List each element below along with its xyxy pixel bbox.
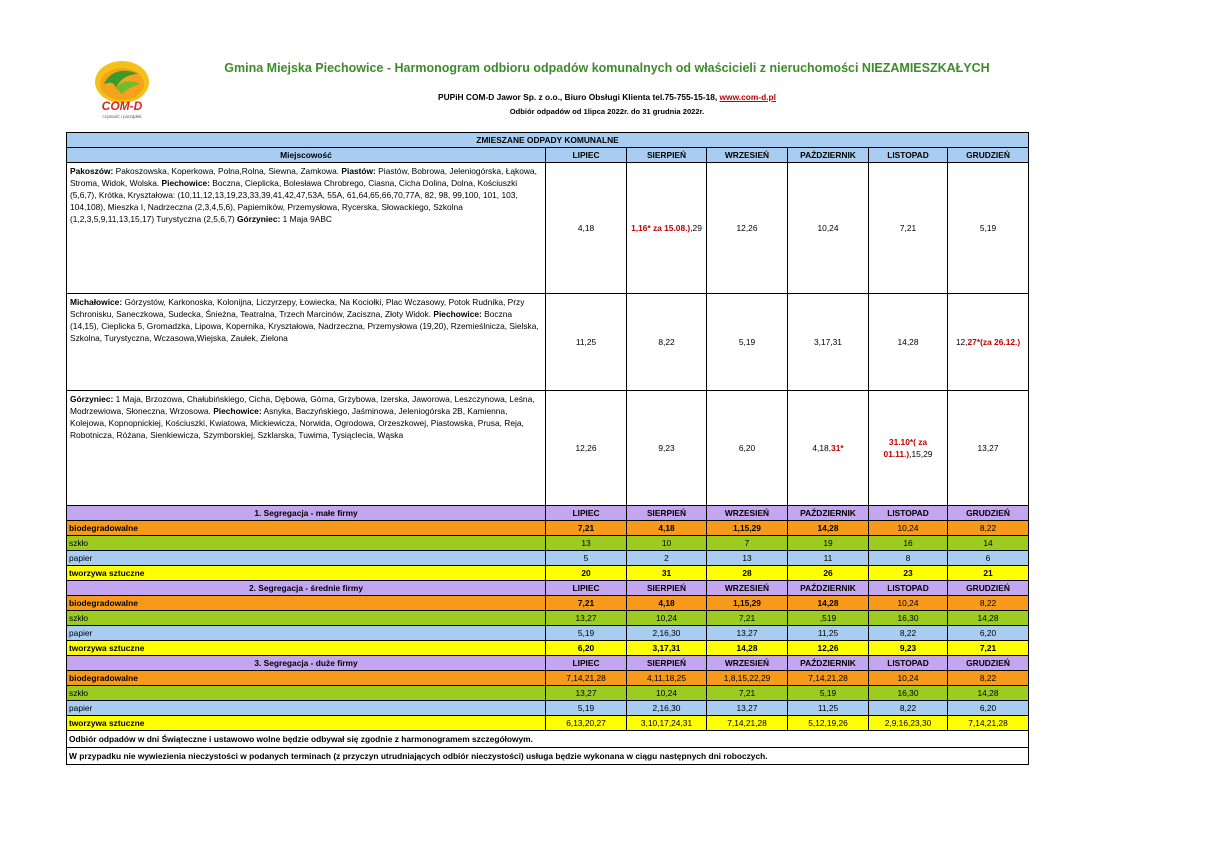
waste-type-label: biodegradowalne [67,596,546,611]
pickup-dates: 14,28 [788,521,869,536]
segregation-title: 1. Segregacja - małe firmy [67,506,546,521]
date-value: 8,22 [658,337,675,347]
location-list [67,163,546,294]
pickup-dates: 2 [627,551,707,566]
date-change-note: 31* [831,443,844,453]
pickup-dates: 7,14,21,28 [948,716,1029,731]
month-header: SIERPIEŃ [627,506,707,521]
locality-name: Górzyniec: [236,214,281,224]
date-value: 11,25 [575,337,597,347]
locality-name: Pakoszów: [70,166,114,176]
waste-type-label: tworzywa sztuczne [67,566,546,581]
document-title: Gmina Miejska Piechowice - Harmonogram odbioru odpadów komunalnych od właścicieli z nieruchomości NIEZAMIESZKAŁYCH [224,61,990,75]
pickup-dates: 7,21 [707,686,788,701]
mixed-waste-row [67,163,1029,294]
pickup-dates: 3,10,17,24,31 [627,716,707,731]
street-list: Górzystów, Karkonoska, Kolonijna, Liczyrzepy, Łowiecka, Na Kociołki, Plac Wczasowy, Potok Rudnika, Przy Schronisku, Saneczkowa, Sudecka, Śnieżna, Teatralna, Trzech Marcinów, Zaciszna, Złoty Widok. [70,297,525,319]
date-value: 3,17,31 [814,337,842,347]
date-value: 4,18, [812,443,832,453]
pickup-dates: 14,28 [948,611,1029,626]
pickup-dates: 7,21 [948,641,1029,656]
segregation-row [67,551,1029,566]
segregation-row [67,521,1029,536]
date-change-note: 1,16* za 15.08.) [631,223,691,233]
pickup-dates [546,163,627,294]
waste-type-label: tworzywa sztuczne [67,716,546,731]
month-header: SIERPIEŃ [627,656,707,671]
month-header: LISTOPAD [869,148,948,163]
month-header: LISTOPAD [869,656,948,671]
segregation-row [67,671,1029,686]
month-header: WRZESIEŃ [707,148,788,163]
location-column-header: Miejscowość [67,148,546,163]
date-value: 12,26 [736,223,758,233]
pickup-dates: 6 [948,551,1029,566]
pickup-dates: 6,20 [948,701,1029,716]
month-header: PAŹDZIERNIK [788,656,869,671]
pickup-dates: 14,28 [788,596,869,611]
pickup-dates: 7,14,21,28 [546,671,627,686]
pickup-dates: 14,28 [948,686,1029,701]
street-list: Asnyka, Baczyńskiego, Jaśminowa, Jeleniogórska 2B, Kamienna, Kolejowa, Kopnopnickiej, Kościuszki, Kwiatowa, Mickiewicza, Norwida, Ogrodowa, Orzeszkowej, Piastowska, Prusa, Reja, Robotnicza, Różana, Sienkiewicza, Szymborskiej, Szklarska, Tuwima, Tysiąclecia, Wąska [70,406,524,440]
pickup-dates: 10,24 [627,686,707,701]
date-value: ,15,29 [909,449,933,459]
waste-type-label: biodegradowalne [67,671,546,686]
date-value: 12, [955,337,968,347]
month-header: LISTOPAD [869,506,948,521]
logo-tagline: czystość i porządek [102,114,142,119]
date-value: 4,18 [577,223,595,233]
date-value: 6,20 [738,443,756,453]
pickup-dates [788,163,869,294]
pickup-dates: 20 [546,566,627,581]
pickup-dates: 21 [948,566,1029,581]
street-list: Piastów, Bobrowa, Jeleniogórska, Łąkowa, Stroma, Widok, Wolska. [70,166,537,188]
pickup-dates: 26 [788,566,869,581]
pickup-dates: 1,15,29 [707,521,788,536]
pickup-dates: 5 [546,551,627,566]
waste-type-label: szkło [67,611,546,626]
pickup-dates: 16,30 [869,611,948,626]
date-value: 5,19 [738,337,756,347]
mixed-month-header-row [67,148,1029,163]
pickup-dates: 13,27 [546,686,627,701]
pickup-dates: 12,26 [788,641,869,656]
street-list: Boczna, Cieplicka, Bolesława Chrobrego, Ciasna, Cicha Dolina, Dolna, Kościuszki (5,6,7), Krótka, Kryształowa: (10,11,12,13,19,23,33,39,41,42,47,53A, 55A, 61,64,65,66,70,77A, 82, 98, 99,100, 101, 103, 104,108), Mieszka I, Nadrzeczna (2,3,4,5,6), Papierników, Przemysłowa, Rycerska, Słowackiego, Szkolna (1,2,3,5,9,11,13,15,17) Turystyczna (2,5,6,7) [70,178,518,224]
date-change-note: 27*(za 26.12.) [967,337,1021,347]
website-link[interactable]: www.com-d.pl [719,92,776,102]
locality-name: Piechowice: [161,178,210,188]
pickup-dates: 31 [627,566,707,581]
month-header: PAŹDZIERNIK [788,506,869,521]
date-value: 13,27 [977,443,999,453]
waste-type-label: biodegradowalne [67,521,546,536]
pickup-dates: 8 [869,551,948,566]
pickup-dates [869,391,948,506]
date-value: 9,23 [658,443,675,453]
pickup-dates: 7,14,21,28 [707,716,788,731]
month-header: WRZESIEŃ [707,656,788,671]
pickup-dates: 8,22 [948,671,1029,686]
segregation-title: 2. Segregacja - średnie firmy [67,581,546,596]
schedule-note: W przypadku nie wywiezienia nieczystości w podanych terminach (z przyczyn utrudniających odbiór nieczystości) usługa będzie wykonana w ciągu następnych dni roboczych. [67,748,1029,765]
segregation-header-row [67,656,1029,671]
pickup-dates [788,294,869,391]
month-header: SIERPIEŃ [627,581,707,596]
pickup-dates: 10,24 [869,596,948,611]
date-value: 10,24 [817,223,839,233]
logo-text: COM-D [101,99,143,113]
segregation-row [67,611,1029,626]
waste-type-label: tworzywa sztuczne [67,641,546,656]
pickup-dates: 4,11,18,25 [627,671,707,686]
pickup-dates: ,519 [788,611,869,626]
pickup-dates: 5,19 [788,686,869,701]
pickup-dates: 7 [707,536,788,551]
pickup-dates: 8,22 [948,596,1029,611]
pickup-dates [948,163,1029,294]
month-header: PAŹDZIERNIK [788,581,869,596]
street-list: Pakoszowska, Koperkowa, Polna,Rolna, Siewna, Zamkowa. [113,166,342,176]
location-list [67,294,546,391]
month-header: GRUDZIEŃ [948,581,1029,596]
segregation-title: 3. Segregacja - duże firmy [67,656,546,671]
pickup-dates [707,163,788,294]
pickup-dates [948,391,1029,506]
pickup-dates [869,294,948,391]
pickup-dates: 16 [869,536,948,551]
pickup-dates: 7,21 [546,521,627,536]
month-header: LIPIEC [546,506,627,521]
pickup-dates: 10,24 [869,671,948,686]
pickup-dates: 6,13,20,27 [546,716,627,731]
pickup-dates: 5,19 [546,626,627,641]
pickup-dates: 7,14,21,28 [788,671,869,686]
pickup-dates: 11 [788,551,869,566]
pickup-dates: 9,23 [869,641,948,656]
pickup-dates: 2,16,30 [627,626,707,641]
month-header: GRUDZIEŃ [948,148,1029,163]
pickup-dates: 3,17,31 [627,641,707,656]
waste-type-label: szkło [67,686,546,701]
pickup-dates: 7,21 [707,611,788,626]
segregation-row [67,566,1029,581]
waste-type-label: papier [67,626,546,641]
pickup-dates: 13,27 [707,626,788,641]
segregation-row [67,701,1029,716]
pickup-dates: 4,18 [627,521,707,536]
location-list [67,391,546,506]
date-value: 7,21 [899,223,917,233]
collection-period: Odbiór odpadów od 1lipca 2022r. do 31 grudnia 2022r. [509,107,705,116]
pickup-dates [627,391,707,506]
month-header: LIPIEC [546,581,627,596]
street-list: 1 Maja 9ABC [280,214,332,224]
schedule-note: Odbiór odpadów w dni Świąteczne i ustawowo wolne będzie odbywał się zgodnie z harmonogramem szczegółowym. [67,731,1029,748]
waste-type-label: papier [67,701,546,716]
pickup-dates: 10,24 [627,611,707,626]
pickup-dates: 4,18 [627,596,707,611]
company-contact [0,92,1214,102]
pickup-dates [707,391,788,506]
month-header: GRUDZIEŃ [948,506,1029,521]
locality-name: Michałowice: [70,297,123,307]
pickup-dates: 8,22 [948,521,1029,536]
pickup-dates [869,163,948,294]
date-value: ,29 [690,223,702,233]
date-value: 5,19 [979,223,997,233]
pickup-dates [546,391,627,506]
pickup-dates: 5,12,19,26 [788,716,869,731]
pickup-dates: 13,27 [546,611,627,626]
locality-name: Piechowice: [213,406,262,416]
pickup-dates: 14 [948,536,1029,551]
pickup-dates: 10 [627,536,707,551]
segregation-row [67,716,1029,731]
pickup-dates: 6,20 [546,641,627,656]
month-header: WRZESIEŃ [707,506,788,521]
mixed-waste-row [67,294,1029,391]
pickup-dates: 11,25 [788,701,869,716]
date-value: 12,26 [575,443,597,453]
month-header: SIERPIEŃ [627,148,707,163]
pickup-dates [948,294,1029,391]
pickup-dates: 2,9,16,23,30 [869,716,948,731]
company-info: PUPiH COM-D Jawor Sp. z o.o., Biuro Obsługi Klienta tel.75-755-15-18, [437,92,720,102]
pickup-dates: 6,20 [948,626,1029,641]
locality-name: Górzyniec: [70,394,114,404]
pickup-dates: 19 [788,536,869,551]
pickup-dates: 1,8,15,22,29 [707,671,788,686]
pickup-dates: 28 [707,566,788,581]
pickup-dates: 16,30 [869,686,948,701]
pickup-dates: 1,15,29 [707,596,788,611]
pickup-dates: 23 [869,566,948,581]
pickup-dates: 2,16,30 [627,701,707,716]
pickup-dates: 8,22 [869,626,948,641]
pickup-dates [788,391,869,506]
month-header: LIPIEC [546,148,627,163]
month-header: GRUDZIEŃ [948,656,1029,671]
month-header: LIPIEC [546,656,627,671]
street-list: 1 Maja, Brzozowa, Chałubińskiego, Cicha, Dębowa, Górna, Grzybowa, Izerska, Jaworowa, Leszczynowa, Leśna, Modrzewiowa, Słoneczna, Wrzosowa. [70,394,535,416]
pickup-dates: 5,19 [546,701,627,716]
month-header: WRZESIEŃ [707,581,788,596]
segregation-row [67,686,1029,701]
month-header: LISTOPAD [869,581,948,596]
pickup-dates: 11,25 [788,626,869,641]
pickup-dates: 10,24 [869,521,948,536]
pickup-dates: 13 [707,551,788,566]
locality-name: Piastów: [341,166,376,176]
pickup-dates: 13,27 [707,701,788,716]
pickup-dates [627,294,707,391]
mixed-waste-title: ZMIESZANE ODPADY KOMUNALNE [67,133,1029,148]
pickup-dates: 14,28 [707,641,788,656]
segregation-row [67,626,1029,641]
month-header: PAŹDZIERNIK [788,148,869,163]
pickup-dates [707,294,788,391]
mixed-waste-row [67,391,1029,506]
segregation-header-row [67,581,1029,596]
pickup-dates: 8,22 [869,701,948,716]
street-list: Boczna (14,15), Cieplicka 5, Gromadzka, Lipowa, Kopernika, Kryształowa, Nadrzeczna, Przemysłowa (19,20), Rzemieślnicza, Sielska, Szkolna, Turystyczna, Wczasowa,Wiejska, Zaułek, Zielona [70,309,539,343]
segregation-row [67,596,1029,611]
locality-name: Piechowice: [433,309,482,319]
pickup-dates [627,163,707,294]
pickup-dates [546,294,627,391]
mixed-waste-title-row [67,133,1029,148]
date-value: 14,28 [897,337,919,347]
segregation-row [67,641,1029,656]
pickup-dates: 7,21 [546,596,627,611]
segregation-header-row [67,506,1029,521]
date-change-note: 31.10*( za 01.11.) [883,437,928,459]
schedule-table [66,132,1029,765]
note-row [67,731,1029,748]
note-row [67,748,1029,765]
pickup-dates: 13 [546,536,627,551]
waste-type-label: szkło [67,536,546,551]
waste-type-label: papier [67,551,546,566]
segregation-row [67,536,1029,551]
